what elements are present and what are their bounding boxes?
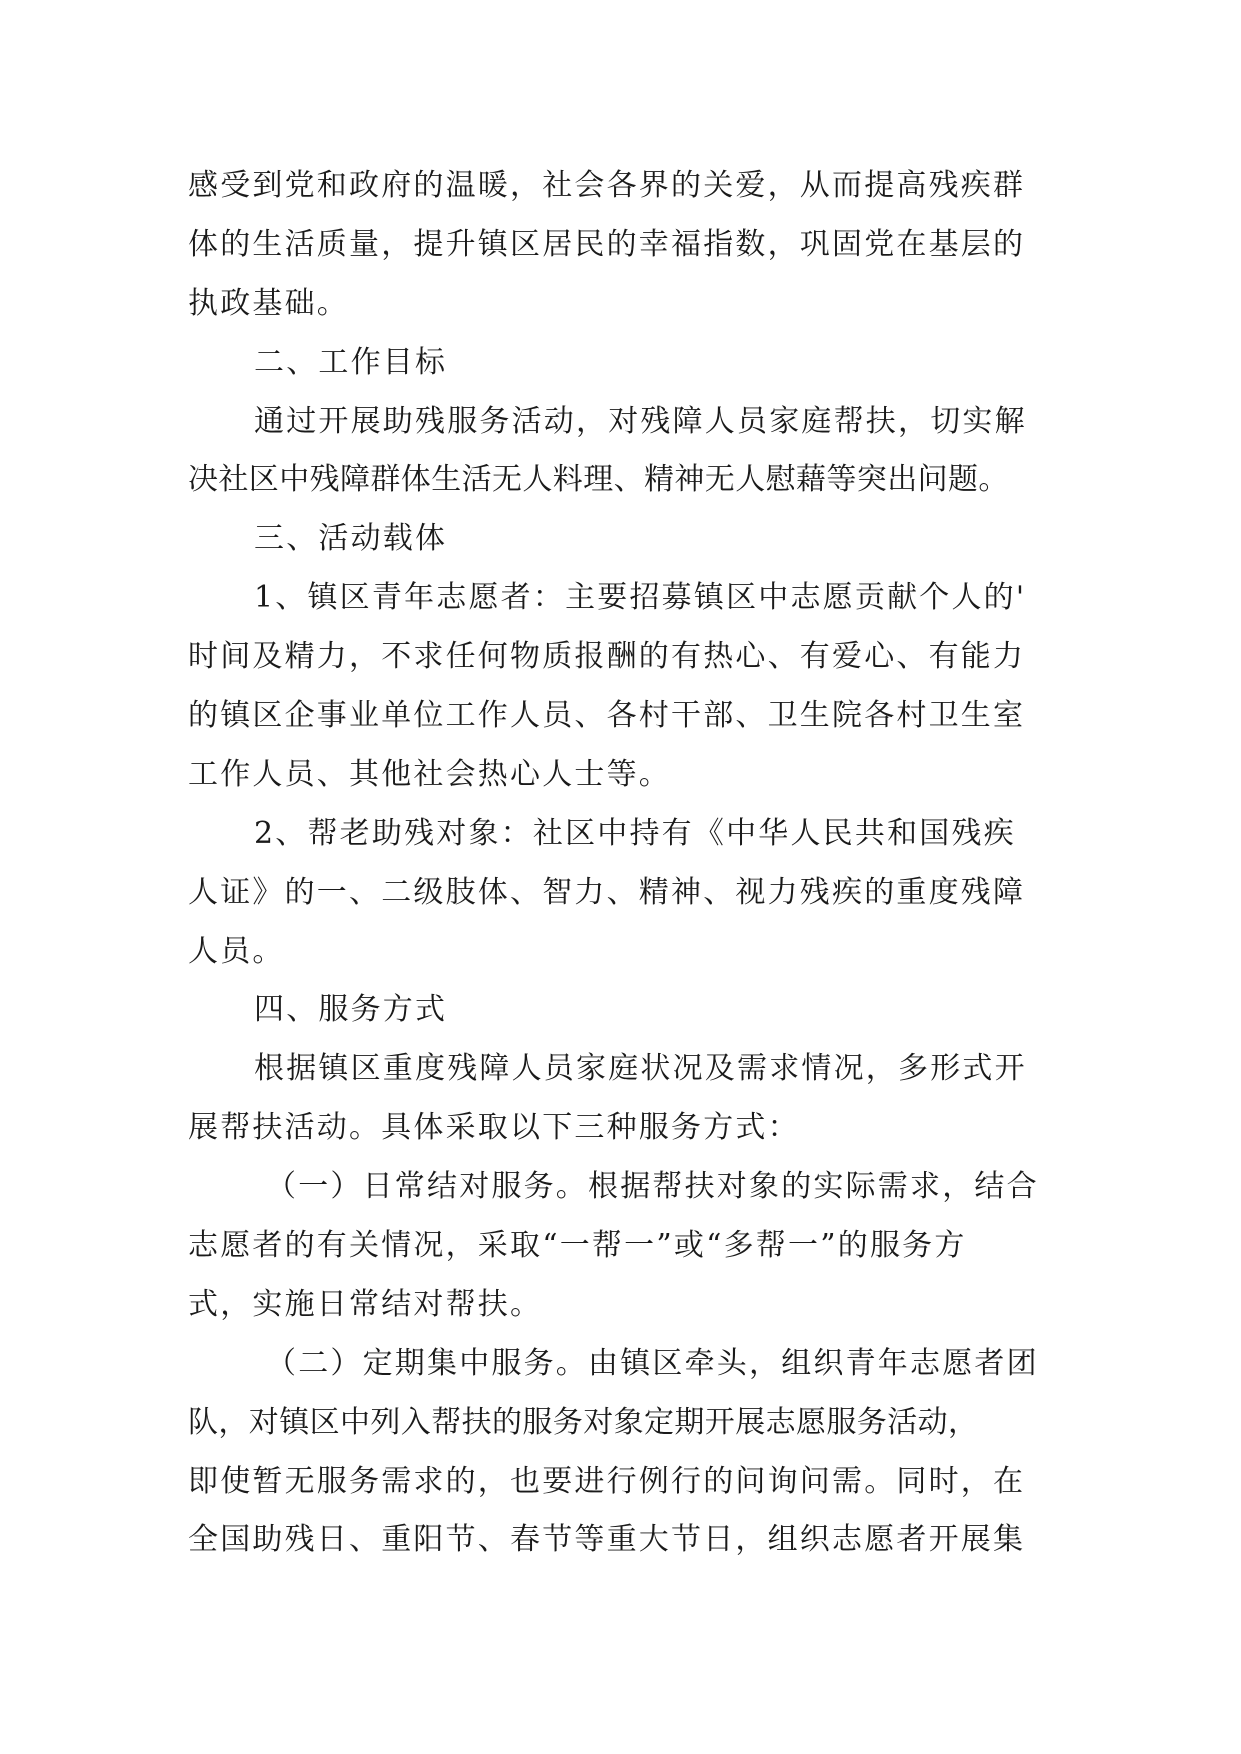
text-line: （二）定期集中服务。由镇区牵头，组织青年志愿者团 (266, 1345, 1039, 1381)
text-line: 体的生活质量，提升镇区居民的幸福指数，巩固党在基层的 (188, 226, 1026, 262)
text-line: 时间及精力，不求任何物质报酬的有热心、有爱心、有能力 (188, 639, 1026, 675)
section-heading: 二、工作目标 (254, 344, 448, 380)
body-text (188, 157, 1052, 1570)
text-line: 决社区中残障群体生活无人料理、精神无人慰藉等突出问题。 (188, 462, 1009, 498)
text-line: 即使暂无服务需求的，也要进行例行的问询问需。同时，在 (188, 1463, 1026, 1499)
text-line: （一）日常结对服务。根据帮扶对象的实际需求，结合 (266, 1169, 1039, 1205)
text-line: 的镇区企事业单位工作人员、各村干部、卫生院各村卫生室 (188, 698, 1026, 734)
text-line: 执政基础。 (188, 285, 349, 321)
text-line: 通过开展助残服务活动，对残障人员家庭帮扶，切实解 (254, 403, 1027, 439)
text-line: 人证》的一、二级肢体、智力、精神、视力残疾的重度残障 (188, 874, 1026, 910)
text-line: 1、镇区青年志愿者：主要招募镇区中志愿贡献个人的' (254, 580, 1027, 616)
text-line: 人员。 (188, 933, 285, 969)
text-line: 根据镇区重度残障人员家庭状况及需求情况，多形式开 (254, 1051, 1027, 1087)
text-line: 式，实施日常结对帮扶。 (188, 1286, 543, 1322)
section-heading: 四、服务方式 (254, 992, 448, 1028)
text-line: 展帮扶活动。具体采取以下三种服务方式： (188, 1110, 800, 1146)
text-line: 感受到党和政府的温暖，社会各界的关爱，从而提高残疾群 (188, 168, 1026, 203)
section-heading: 三、活动载体 (254, 521, 448, 557)
text-line: 志愿者的有关情况，采取“一帮一”或“多帮一”的服务方 (188, 1228, 967, 1264)
text-line: 全国助残日、重阳节、春节等重大节日，组织志愿者开展集 (188, 1522, 1026, 1558)
text-line: 队，对镇区中列入帮扶的服务对象定期开展志愿服务活动， (188, 1404, 979, 1440)
text-line: 2、帮老助残对象：社区中持有《中华人民共和国残疾 (254, 815, 1016, 851)
text-line: 工作人员、其他社会热心人士等。 (188, 756, 671, 792)
